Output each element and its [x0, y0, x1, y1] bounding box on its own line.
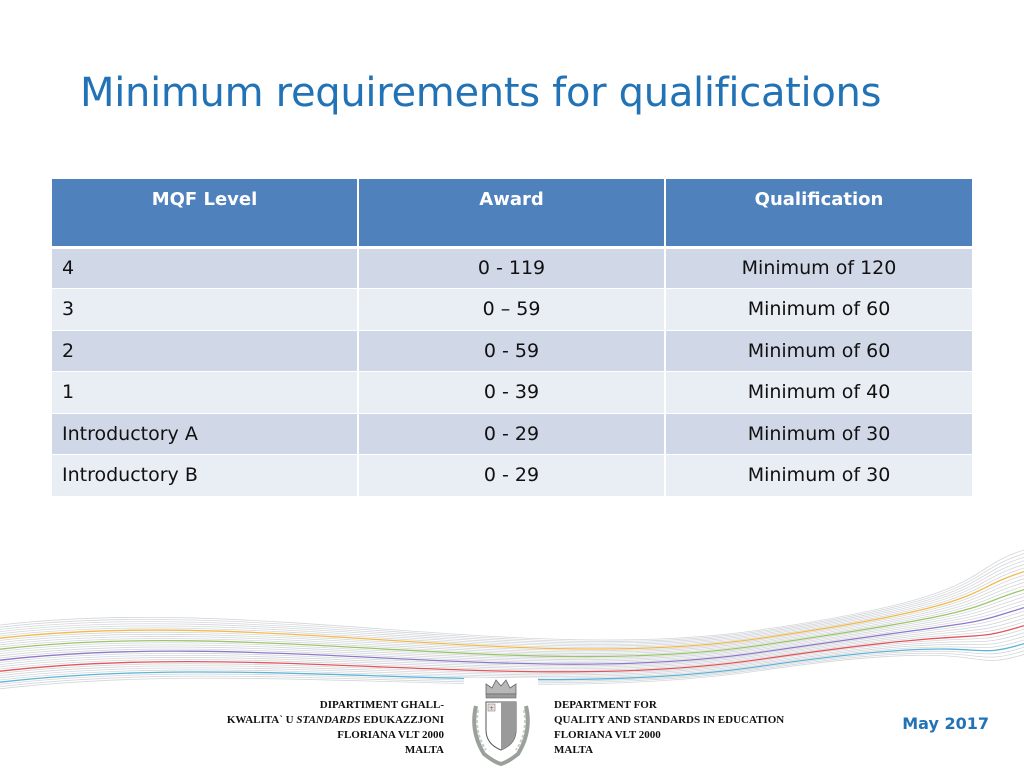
footer-right-line: QUALITY AND STANDARDS IN EDUCATION — [554, 714, 785, 726]
wave-line — [0, 568, 1024, 648]
header-qualification: Qualification — [665, 179, 972, 247]
slide-title: Minimum requirements for qualifications — [80, 70, 882, 116]
requirements-table — [52, 179, 972, 497]
table-row — [52, 413, 972, 455]
cell-mqf-level: 4 — [52, 247, 358, 289]
svg-text:+: + — [488, 705, 495, 712]
footer-left-line: FLORIANA VLT 2000 — [337, 729, 444, 741]
table-row — [52, 247, 972, 289]
footer-department-maltese — [227, 698, 444, 758]
cell-mqf-level: Introductory A — [52, 413, 358, 455]
coat-of-arms-icon — [462, 676, 540, 768]
table-header-row — [52, 179, 972, 247]
cell-mqf-level: Introductory B — [52, 455, 358, 497]
wave-line — [0, 564, 1024, 646]
cell-award: 0 - 119 — [358, 247, 665, 289]
cell-award: 0 – 59 — [358, 289, 665, 331]
cell-mqf-level: 3 — [52, 289, 358, 331]
table-row — [52, 330, 972, 372]
footer-left-line: MALTA — [404, 744, 444, 756]
table-row — [52, 372, 972, 414]
cell-qualification: Minimum of 120 — [665, 247, 972, 289]
cell-award: 0 - 29 — [358, 413, 665, 455]
header-mqf-level: MQF Level — [52, 179, 358, 247]
footer-right-line: FLORIANA VLT 2000 — [554, 729, 661, 741]
footer-department-english — [554, 698, 784, 758]
cell-award: 0 - 29 — [358, 455, 665, 497]
footer-right-line: DEPARTMENT FOR — [554, 699, 657, 711]
cell-mqf-level: 2 — [52, 330, 358, 372]
table-row — [52, 455, 972, 497]
cell-mqf-level: 1 — [52, 372, 358, 414]
cell-award: 0 - 59 — [358, 330, 665, 372]
cell-qualification: Minimum of 30 — [665, 413, 972, 455]
header-award: Award — [358, 179, 665, 247]
footer-left-line: KWALITA` U STANDARDS EDUKAZZJONI — [226, 714, 444, 726]
slide-date: May 2017 — [902, 714, 989, 733]
cell-qualification: Minimum of 60 — [665, 289, 972, 331]
footer-right-line: MALTA — [554, 744, 594, 756]
cell-award: 0 - 39 — [358, 372, 665, 414]
cell-qualification: Minimum of 40 — [665, 372, 972, 414]
cell-qualification: Minimum of 60 — [665, 330, 972, 372]
footer-left-line: DIPARTIMENT GHALL- — [319, 699, 444, 711]
cell-qualification: Minimum of 30 — [665, 455, 972, 497]
table-row — [52, 289, 972, 331]
